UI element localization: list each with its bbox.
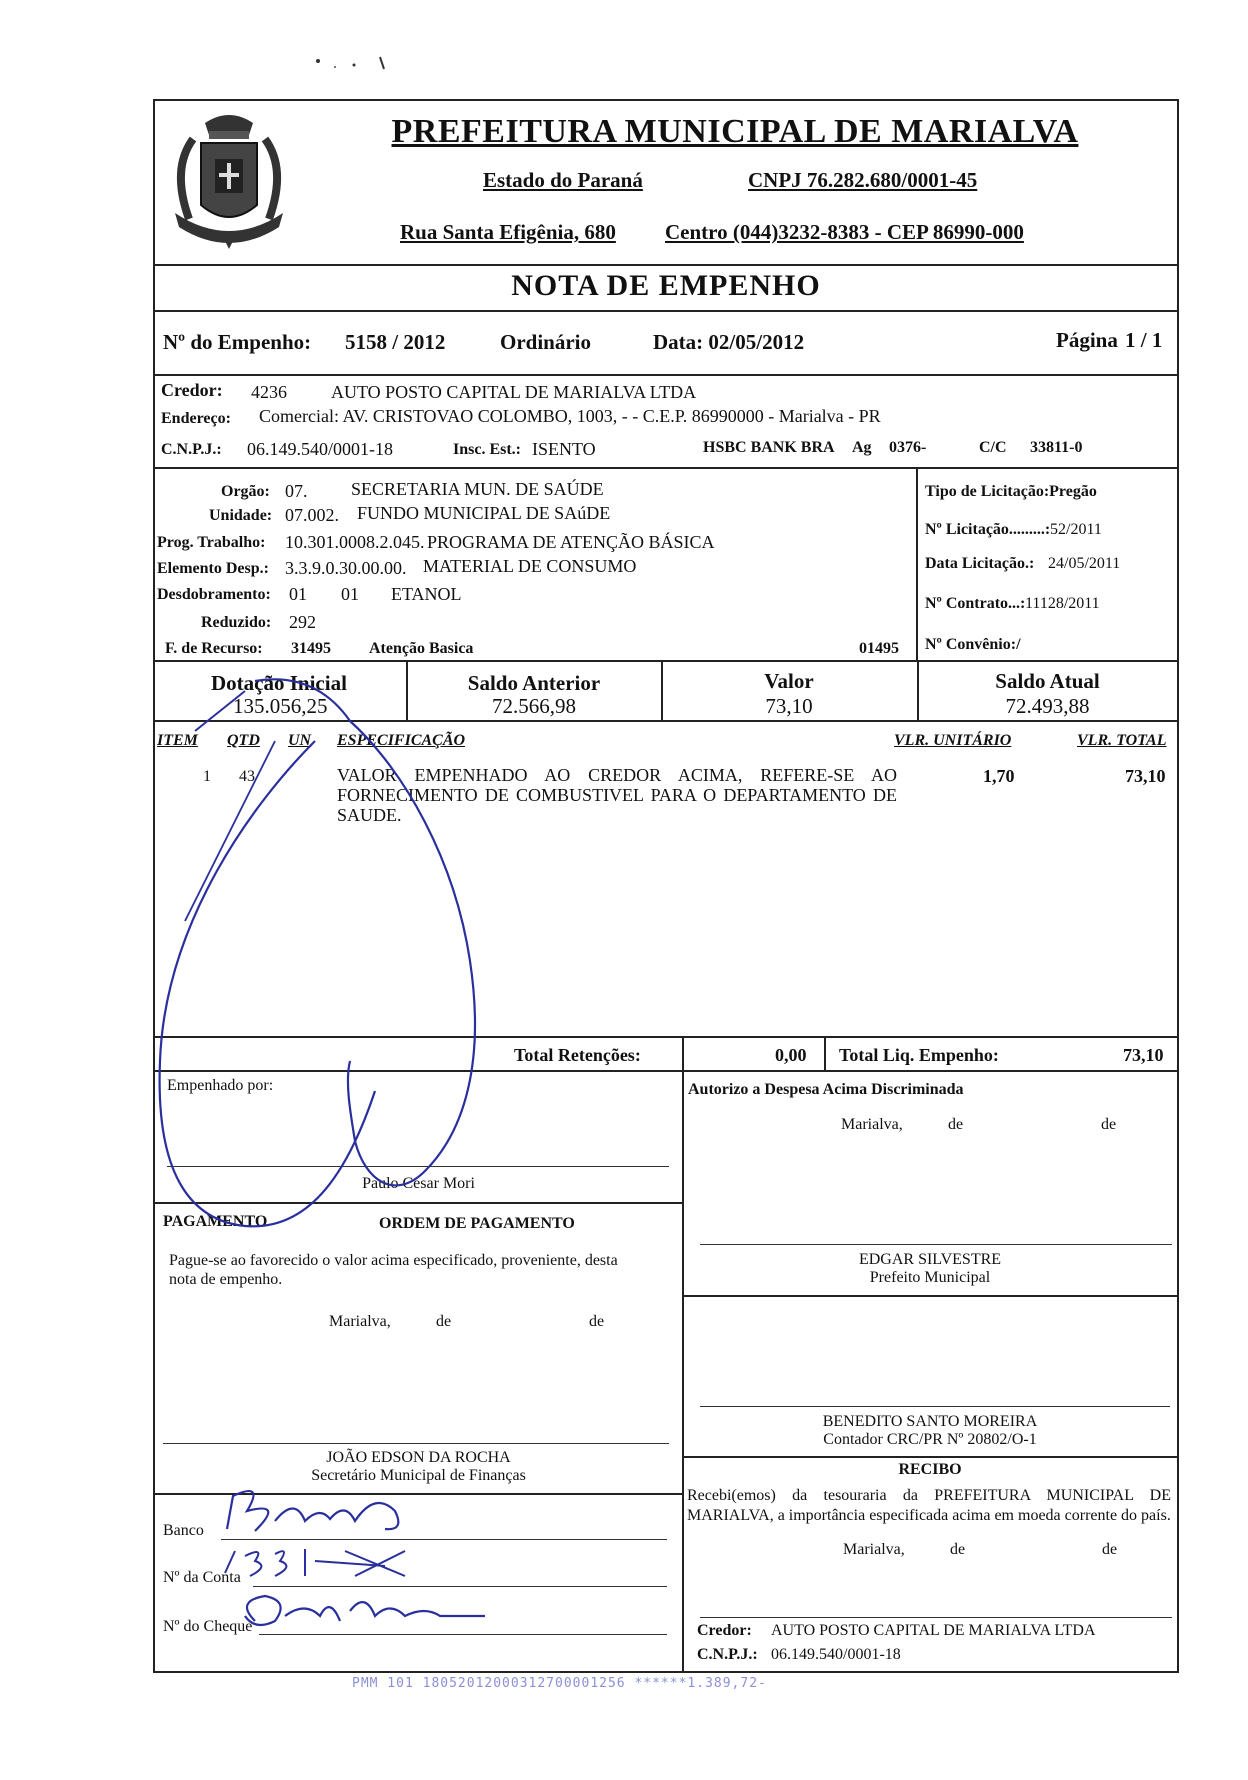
licitacao-number-label: Nº Licitação.........: xyxy=(925,521,1051,538)
header-district-phone-cep: Centro (044)3232-8383 - CEP 86990-000 xyxy=(665,220,1024,244)
prefeito-role: Prefeito Municipal xyxy=(869,1269,991,1286)
prog-name: PROGRAMA DE ATENÇÃO BÁSICA xyxy=(427,532,715,552)
creditor-name: AUTO POSTO CAPITAL DE MARIALVA LTDA xyxy=(331,382,697,402)
prefeito-name: EDGAR SILVESTRE xyxy=(858,1251,1002,1268)
recurso-number: 01495 xyxy=(859,640,899,657)
handwritten-signature-overlay xyxy=(155,661,675,1651)
item-unit-value: 1,70 xyxy=(983,766,1015,786)
recibo-de-1: de xyxy=(950,1541,966,1558)
agency-number: 0376- xyxy=(889,439,927,456)
desdobramento-name: ETANOL xyxy=(391,584,462,604)
contrato-label: Nº Contrato...: xyxy=(925,595,1026,612)
saldo-anterior-label: Saldo Anterior xyxy=(467,671,601,695)
licitacao-number: 52/2011 xyxy=(1050,521,1102,538)
autorizo-marialva: Marialva, xyxy=(841,1116,903,1133)
valor-value: 73,10 xyxy=(765,694,813,718)
bank-authentication-stamp: PMM 101 18052012000312700001256 ******1.389,72- xyxy=(352,1676,767,1691)
autorizo-de-2: de xyxy=(1101,1116,1117,1133)
elemento-code: 3.3.9.0.30.00.00. xyxy=(285,558,407,578)
valor-label: Valor xyxy=(764,669,814,693)
col-qtd-header: QTD xyxy=(227,732,260,749)
pague-se-text: Pague-se ao favorecido o valor acima especificado, proveniente, desta nota de empenho. xyxy=(169,1252,618,1288)
address-label: Endereço: xyxy=(161,410,231,427)
licitacao-type: Tipo de Licitação:Pregão xyxy=(925,483,1097,500)
account-number: 33811-0 xyxy=(1030,439,1083,456)
page-label: Página xyxy=(1056,328,1118,352)
recibo-marialva: Marialva, xyxy=(843,1541,905,1558)
pagamento-de-1: de xyxy=(436,1313,452,1330)
dotacao-inicial-label: Dotação Inicial xyxy=(211,671,347,695)
orgao-label: Orgão: xyxy=(221,483,270,500)
orgao-code: 07. xyxy=(285,481,308,501)
header-title: PREFEITURA MUNICIPAL DE MARIALVA xyxy=(391,113,1079,150)
cnpj-label: C.N.P.J.: xyxy=(161,441,222,458)
empenho-number: 5158 / 2012 xyxy=(345,330,446,354)
creditor-cnpj: 06.149.540/0001-18 xyxy=(247,439,393,459)
col-especificacao-header: ESPECIFICAÇÃO xyxy=(337,732,466,749)
recibo-text: Recebi(emos) da tesouraria da PREFEITURA MUNICIPAL DE MARIALVA, a importância especificada acima em moeda corrente do país. xyxy=(687,1487,1171,1524)
empenho-type: Ordinário xyxy=(500,330,592,354)
empenho-number-label: Nº do Empenho: xyxy=(163,330,312,354)
elemento-name: MATERIAL DE CONSUMO xyxy=(423,556,637,576)
item-specification: VALOR EMPENHADO AO CREDOR ACIMA, REFERE-SE AO FORNECIMENTO DE COMBUSTIVEL PARA O DEPARTAMENTO DE SAUDE. xyxy=(337,765,897,825)
item-qty: 43 xyxy=(239,768,255,785)
prog-label: Prog. Trabalho: xyxy=(157,534,266,551)
convenio: Nº Convênio:/ xyxy=(925,636,1021,653)
ordem-pagamento-label: ORDEM DE PAGAMENTO xyxy=(379,1215,575,1232)
desdobramento-b: 01 xyxy=(341,584,359,604)
contrato-number: 11128/2011 xyxy=(1025,595,1100,612)
saldo-atual-label: Saldo Atual xyxy=(995,669,1100,693)
recurso-name: Atenção Basica xyxy=(369,640,474,657)
item-number: 1 xyxy=(203,768,211,785)
autorizo-text: Autorizo a Despesa Acima Discriminada xyxy=(688,1081,964,1098)
prog-code: 10.301.0008.2.045. xyxy=(285,532,425,552)
recibo-de-2: de xyxy=(1102,1541,1118,1558)
scan-specks xyxy=(300,55,460,75)
empenhado-por-name: Paulo César Mori xyxy=(362,1175,475,1192)
contador-name: BENEDITO SANTO MOREIRA xyxy=(822,1413,1038,1430)
account-label: C/C xyxy=(979,439,1007,456)
col-total-value-header: VLR. TOTAL xyxy=(1077,732,1167,749)
empenhado-por-label: Empenhado por: xyxy=(167,1077,274,1094)
reduzido-value: 292 xyxy=(289,612,316,632)
total-retencoes-value: 0,00 xyxy=(775,1045,807,1065)
recibo-credor-name: AUTO POSTO CAPITAL DE MARIALVA LTDA xyxy=(771,1622,1096,1639)
elemento-label: Elemento Desp.: xyxy=(157,560,269,577)
item-total-value: 73,10 xyxy=(1125,766,1166,786)
pagamento-label: PAGAMENTO xyxy=(163,1213,268,1230)
header-address: Rua Santa Efigênia, 680 xyxy=(400,220,616,244)
unidade-label: Unidade: xyxy=(209,507,273,524)
desdobramento-label: Desdobramento: xyxy=(157,586,271,603)
saldo-anterior-value: 72.566,98 xyxy=(492,694,576,718)
recibo-cnpj: 06.149.540/0001-18 xyxy=(771,1646,901,1663)
col-unit-value-header: VLR. UNITÁRIO xyxy=(894,732,1012,749)
col-un-header: UN xyxy=(288,732,312,749)
creditor-address: Comercial: AV. CRISTOVAO COLOMBO, 1003, - - C.E.P. 86990000 - Marialva - PR xyxy=(259,406,881,426)
document-title: NOTA DE EMPENHO xyxy=(511,269,821,302)
col-item-header: ITEM xyxy=(157,732,198,749)
pagamento-marialva: Marialva, xyxy=(329,1313,391,1330)
unidade-code: 07.002. xyxy=(285,505,339,525)
recibo-label: RECIBO xyxy=(898,1461,962,1478)
secretario-name: JOÃO EDSON DA ROCHA xyxy=(326,1449,511,1466)
header-state: Estado do Paraná xyxy=(483,168,643,192)
orgao-name: SECRETARIA MUN. DE SAÚDE xyxy=(351,479,604,499)
nota-de-empenho-document xyxy=(153,99,1179,1673)
saldo-atual-value: 72.493,88 xyxy=(1005,694,1090,718)
conta-label: Nº da Conta xyxy=(163,1569,241,1586)
desdobramento-a: 01 xyxy=(289,584,307,604)
total-liquido-label: Total Liq. Empenho: xyxy=(839,1045,999,1065)
dotacao-inicial-value: 135.056,25 xyxy=(233,694,328,718)
recurso-code: 31495 xyxy=(291,640,331,657)
header-cnpj: CNPJ 76.282.680/0001-45 xyxy=(748,168,978,192)
licitacao-date: 24/05/2011 xyxy=(1048,555,1121,572)
licitacao-date-label: Data Licitação.: xyxy=(925,555,1035,572)
total-liquido-value: 73,10 xyxy=(1123,1045,1164,1065)
recibo-credor-label: Credor: xyxy=(697,1622,752,1639)
reduzido-label: Reduzido: xyxy=(201,614,272,631)
banco-label: Banco xyxy=(163,1522,204,1539)
autorizo-de-1: de xyxy=(948,1116,964,1133)
cheque-label: Nº do Cheque xyxy=(163,1618,253,1635)
creditor-code: 4236 xyxy=(251,382,287,402)
empenho-date: Data: 02/05/2012 xyxy=(653,330,805,354)
unidade-name: FUNDO MUNICIPAL DE SAúDE xyxy=(357,503,611,523)
municipal-coat-of-arms xyxy=(163,109,295,251)
agency-label: Ag xyxy=(852,439,872,456)
state-registration: ISENTO xyxy=(532,439,596,459)
total-retencoes-label: Total Retenções: xyxy=(514,1045,641,1065)
pagamento-de-2: de xyxy=(589,1313,605,1330)
contador-role: Contador CRC/PR Nº 20802/O-1 xyxy=(823,1431,1037,1448)
page-number: 1 / 1 xyxy=(1125,328,1163,352)
recibo-cnpj-label: C.N.P.J.: xyxy=(697,1646,758,1663)
state-registration-label: Insc. Est.: xyxy=(453,441,522,458)
bank-name: HSBC BANK BRA xyxy=(703,439,835,456)
secretario-role: Secretário Municipal de Finanças xyxy=(311,1467,526,1484)
recurso-label: F. de Recurso: xyxy=(165,640,263,657)
creditor-label: Credor: xyxy=(161,380,223,400)
